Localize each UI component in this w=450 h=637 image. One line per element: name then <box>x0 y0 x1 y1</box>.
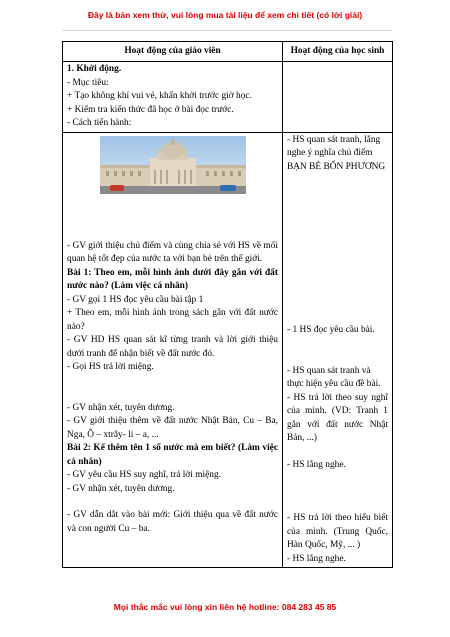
procedure-label: - Cách tiến hành: <box>67 118 132 128</box>
student-step-2: - 1 HS đọc yêu cầu bài. <box>287 325 375 335</box>
teacher-step-7: - GV yêu cầu HS suy nghĩ, trả lời miệng. <box>67 470 221 480</box>
capitol-building-image <box>100 136 246 194</box>
student-step-1: - HS quan sát tranh, lắng nghe ý nghĩa chủ điểm BẠN BÈ BỐN PHƯƠNG <box>287 134 386 172</box>
spacer <box>287 472 388 512</box>
spacer <box>67 375 278 402</box>
teacher-activities-cell <box>63 132 283 568</box>
objective-2: + Kiểm tra kiến thức đã học ở bài đọc trước. <box>67 104 234 115</box>
teacher-step-4: - Gọi HS trả lời miệng. <box>67 362 154 372</box>
lesson-table <box>62 41 393 568</box>
teacher-step-1: - GV gọi 1 HS đọc yêu cầu bài tập 1 <box>67 294 204 305</box>
teacher-step-5: - GV nhận xét, tuyên dương. <box>67 402 175 413</box>
objective-1: + Tạo không khí vui vẻ, khấn khởi trước giờ học. <box>67 91 252 101</box>
student-step-3: - HS quan sát tranh và thực hiện yêu cầu đề bài. <box>287 365 381 389</box>
exercise-2-title: Bài 2: Kể thêm tên 1 số nước mà em biết? (Làm việc cá nhân) <box>67 443 278 467</box>
spacer <box>287 446 388 459</box>
student-step-6: - HS trả lời theo hiểu biết của mình. (Trung Quốc, Hàn Quốc, Mỹ, ... ) <box>287 513 388 550</box>
spacer <box>287 174 388 324</box>
preview-banner: Đây là bản xem thử, vui lòng mua tài liệu để xem chi tiết (có lời giải) <box>87 10 363 20</box>
student-step-7: - HS lắng nghe. <box>287 553 346 564</box>
spacer <box>67 536 278 556</box>
student-activities-cell <box>283 132 393 568</box>
startup-student-cell <box>283 62 393 133</box>
teacher-step-8: - GV nhận xét, tuyên dương. <box>67 483 175 494</box>
student-step-5: - HS lắng nghe. <box>287 459 346 470</box>
teacher-intro: - GV giới thiệu chủ điểm và cùng chia sẻ với HS về mối quan hệ tốt đẹp của nước ta với bạn bè trên thế giới. <box>67 240 279 264</box>
teacher-step-6: - GV giới thiệu thêm về đất nước Nhật Bản, Cu – Ba, Nga, Ô – xtrây- li – a, ... <box>67 416 278 440</box>
spacer <box>67 496 278 509</box>
objective-label: - Mục tiêu: <box>67 77 109 88</box>
header-teacher: Hoạt động của giáo viên <box>63 42 283 62</box>
teacher-step-3: - GV HD HS quan sát kĩ từng tranh và lời giới thiệu dưới tranh để nhận biết về đất nước đó. <box>67 335 278 359</box>
exercise-1-title: Bài 1: Theo em, mỗi hình ảnh dưới đây gắn với đất nước nào? (Làm việc cá nhân) <box>67 267 278 291</box>
faint-divider <box>62 30 392 36</box>
startup-cell <box>63 62 283 133</box>
header-student: Hoạt động của học sinh <box>283 42 393 62</box>
teacher-step-9: - GV dẫn dắt vào bài mới: Giới thiệu qua về đất nước và con người Cu – ba. <box>67 510 278 534</box>
spacer <box>287 338 388 365</box>
section-title: 1. Khởi động. <box>67 64 122 74</box>
teacher-step-2: + Theo em, mỗi hình ảnh trong sách gắn với đất nước nào? <box>67 308 278 332</box>
hotline-footer: Mọi thắc mắc vui lòng xin liên hệ hotline: 084 283 45 85 <box>113 602 337 612</box>
student-step-4: - HS trả lời theo suy nghĩ của mình. (VD: Tranh 1 gắn với đất nước Nhật Bản, ...) <box>287 392 388 443</box>
spacer <box>67 200 278 240</box>
